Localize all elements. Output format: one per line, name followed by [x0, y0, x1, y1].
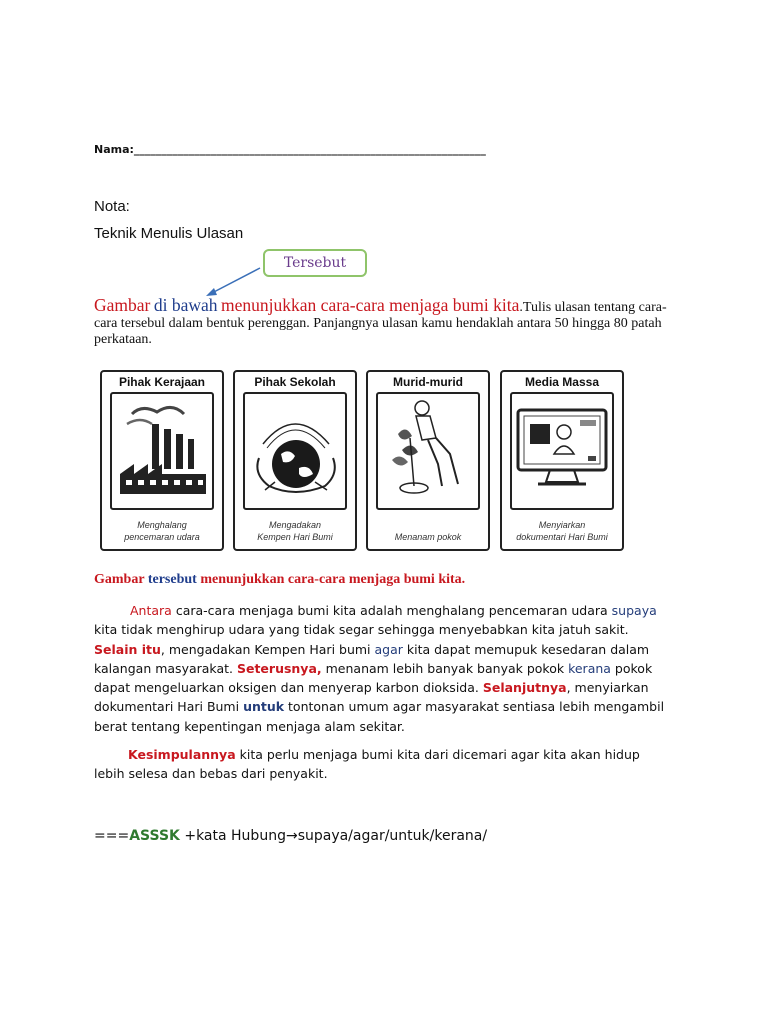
caption-line-2: pencemaran udara [124, 532, 200, 542]
card-picture [243, 392, 347, 510]
card-title: Pihak Kerajaan [118, 375, 206, 389]
picture-cards [100, 370, 630, 553]
card-caption [372, 531, 484, 543]
footer-middle: +kata Hubung [179, 828, 286, 844]
connector-seterusnya: Seterusnya, [236, 660, 322, 676]
card-title: Murid-murid [393, 375, 463, 389]
factory-icon [112, 394, 212, 508]
card-title: Pihak Sekolah [254, 375, 336, 389]
text: , menyiarkan dokumentari Hari Bumi [94, 680, 649, 715]
caption-line-2: dokumentari Hari Bumi [516, 532, 608, 542]
arrow-right-icon: → [285, 828, 298, 844]
instruction-word-2: di bawah [153, 295, 218, 315]
name-label: Nama: [94, 143, 134, 156]
callout-box [263, 249, 367, 277]
footer-prefix: === [94, 828, 130, 844]
heading-word-2: tersebut [147, 572, 197, 587]
text: kita dapat memupuk kesedaran dalam kalangan masyarakat. [94, 641, 650, 676]
card-picture [376, 392, 480, 510]
subtitle: Teknik Menulis Ulasan [94, 225, 244, 242]
heading-word-1: Gambar [94, 572, 145, 587]
text: , mengadakan Kempen Hari bumi [160, 641, 375, 657]
caption-line-1: Menanam pokok [394, 532, 462, 542]
card-picture [110, 392, 214, 510]
text: cara-cara menjaga bumi kita adalah menghalang pencemaran udara [171, 603, 612, 618]
card-media-massa [500, 370, 624, 551]
text: kita tidak menghirup udara yang tidak segar sehingga menyebabkan kita jatuh sakit. [94, 622, 629, 638]
card-murid-murid [366, 370, 490, 551]
caption-line-1: Mengadakan [268, 520, 322, 530]
connector-supaya: supaya [611, 603, 657, 618]
connector-kerana: kerana [568, 660, 611, 676]
card-pihak-sekolah [233, 370, 357, 551]
text: kita perlu menjaga bumi kita dari dicemari agar kita akan hidup lebih selesa dan bebas dari penyakit. [94, 747, 640, 782]
heading-word-3: menunjukkan cara-cara menjaga bumi kita. [200, 572, 466, 587]
footer-suffix: supaya/agar/untuk/kerana/ [297, 828, 488, 844]
card-title: Media Massa [524, 375, 600, 389]
card-caption [106, 519, 218, 543]
text: pokok dapat mengeluarkan oksigen dan menyerap karbon dioksida. [94, 660, 653, 696]
card-picture [510, 392, 614, 510]
card-pihak-kerajaan [100, 370, 224, 551]
connector-antara: Antara [130, 603, 172, 618]
earth-icon [245, 394, 345, 508]
callout-text: Tersebut [283, 255, 347, 271]
card-caption [239, 519, 351, 543]
instruction-rest: .Tulis ulasan tentang cara-cara tersebul dalam bentuk perenggan. Panjangnya ulasan kamu hendaklah antara 50 hingga 80 patah perkataan. [94, 300, 667, 347]
nota-label: Nota: [94, 198, 130, 215]
body-paragraph-1 [94, 601, 674, 736]
text: tontonan umum agar masyarakat sentiasa lebih mengambil berat tentang kepentingan menjaga alam sekitar. [94, 699, 665, 734]
name-line: ________________________________________________________________ [133, 143, 486, 156]
connector-untuk: untuk [243, 699, 285, 715]
connector-agar: agar [374, 641, 403, 657]
caption-line-1: Menyiarkan [538, 520, 586, 530]
caption-line-1: Menghalang [137, 520, 187, 530]
instruction-word-1: Gambar [94, 295, 151, 315]
body-paragraph-2 [94, 745, 674, 784]
monitor-icon [512, 394, 612, 508]
caption-line-2: Kempen Hari Bumi [257, 532, 333, 542]
instruction-paragraph [94, 297, 674, 348]
footer-note [94, 828, 487, 844]
card-caption [506, 519, 618, 543]
connector-selanjutnya: Selanjutnya [482, 680, 567, 696]
name-field [94, 143, 486, 156]
text: menanam lebih banyak banyak pokok [321, 660, 569, 676]
planting-icon [378, 394, 478, 508]
footer-asssk: ASSSK [129, 828, 180, 844]
connector-selain-itu: Selain itu [94, 641, 161, 657]
connector-kesimpulannya: Kesimpulannya [128, 747, 236, 762]
instruction-word-3: menunjukkan cara-cara menjaga bumi kita [221, 295, 520, 315]
section-heading [94, 572, 465, 588]
